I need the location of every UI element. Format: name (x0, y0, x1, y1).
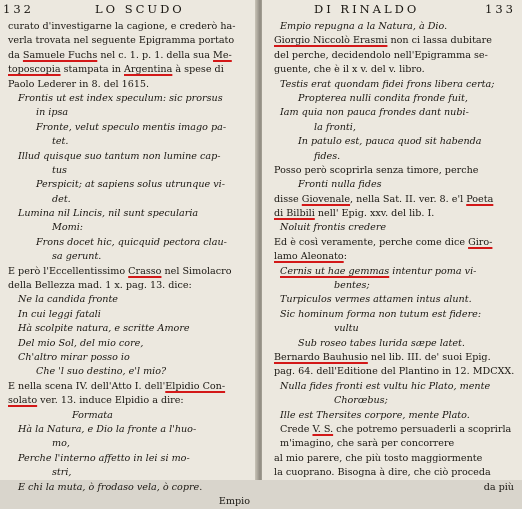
text-line: Noluit frontis credere (280, 222, 387, 234)
text-line: Posso però scoprirla senza timore, perche (274, 164, 479, 176)
text-line: Nulla fides fronti est vultu hic Plato, mente (280, 380, 491, 392)
running-head: LO SCUDO (95, 2, 185, 16)
text-line: da Samuele Fuchs nel c. 1. p. 1. della sua Me- (8, 49, 232, 61)
highlighted-name: Giovenale (301, 193, 351, 205)
page-number: 133 (485, 2, 516, 16)
text-line: al mio parere, che più tosto maggiormente (274, 452, 483, 464)
text-line: Hà la Natura, e Dio la fronte a l'huo- (18, 423, 197, 435)
text-line: vultu (334, 323, 359, 335)
text-line: Turpiculos vermes attamen intus alunt. (280, 294, 472, 306)
text-line: la fronti, (314, 121, 356, 133)
text-line: Hà scolpite natura, e scritte Amore (18, 323, 190, 335)
right-page-header (262, 0, 522, 18)
text-line: bentes; (334, 280, 370, 292)
text-line: tet. (52, 136, 69, 148)
text-line: Bernardo Bauhusio nel lib. III. de' suoi Epig. (274, 351, 491, 363)
text-line: Crede V. S. che potremo persuaderli a scoprirla (280, 423, 512, 435)
text-line: della Bellezza mad. 1 x. pag. 13. dice: (8, 280, 192, 292)
text-line: Ch'altro mirar posso io (18, 351, 130, 363)
text-line: Chorœbus; (334, 395, 388, 407)
highlighted-name: Cernis ut hae gemmas (280, 265, 390, 277)
text-line: solato ver. 13. induce Elpidio a dire: (8, 395, 184, 407)
text-line: verla trovata nel seguente Epigramma portato (8, 35, 235, 47)
text-line: Giorgio Niccolò Erasmi non ci lassa dubitare (274, 35, 492, 47)
text-line: E nella scena IV. dell'Atto I. dell'Elpidio Con- (8, 380, 226, 392)
right-page-text (262, 20, 522, 495)
highlighted-name: di Bilbili (274, 208, 315, 220)
text-line: stri, (52, 467, 72, 479)
text-line: Fronte, velut speculo mentis imago pa- (36, 121, 227, 133)
text-line: mo, (52, 438, 70, 450)
text-line: Ne la candida fronte (18, 294, 118, 306)
text-line: Illud quisque suo tantum non lumine cap- (18, 150, 221, 162)
highlighted-name: toposcopia (8, 64, 61, 76)
text-line: m'imagino, che sarà per concorrere (280, 438, 455, 450)
text-line: E però l'Eccellentissimo Crasso nel Simolacro (8, 265, 232, 277)
text-line: fides. (314, 150, 341, 162)
text-line: Empio (218, 495, 250, 507)
text-line: Sic hominum forma non tutum est fidere: (280, 308, 482, 320)
text-line: Lumina nil Lincis, nil sunt specularia (18, 208, 199, 220)
text-line: det. (52, 193, 71, 205)
text-line: Frontis ut est index speculum: sic prorsus (18, 92, 223, 104)
text-line: Testis erat quondam fidei frons libera certa; (280, 78, 495, 90)
text-line: In cui leggi fatali (18, 308, 101, 320)
text-line: Cernis ut hae gemmas intentur poma vi- (280, 265, 477, 277)
text-line: pag. 64. dell'Editione del Plantino in 12. MDCXX. (274, 366, 515, 378)
text-line: lamo Aleonato: (274, 251, 347, 263)
highlighted-name: V. S. (312, 423, 334, 435)
highlighted-name: Argentina (124, 64, 173, 76)
text-line: In patulo est, pauca quod sit habenda (298, 136, 482, 148)
text-line: Che 'l suo destino, e'l mio? (36, 366, 167, 378)
text-line: Frons docet hic, quicquid pectora clau- (36, 236, 227, 248)
text-line: Iam quia non pauca frondes dant nubi- (280, 107, 469, 119)
text-line: disse Giovenale, nella Sat. II. ver. 8. e'l Poeta (274, 193, 494, 205)
text-line: E chi la muta, ò frodaso vela, ò copre. (18, 481, 203, 493)
page-number: 132 (3, 2, 34, 16)
text-line: Empio repugna a la Natura, à Dio. (280, 21, 448, 32)
text-line: Ed è così veramente, perche come dice Giro- (274, 236, 493, 248)
text-line: Momi: (52, 222, 83, 234)
highlighted-name: Me- (213, 49, 232, 61)
text-line: Propterea nulli condita fronde fuit, (298, 92, 468, 104)
left-page-header (0, 0, 258, 18)
highlighted-name: Bernardo Bauhusio (274, 351, 368, 363)
text-line: tus (52, 164, 67, 176)
text-line: Fronti nulla fides (298, 179, 382, 191)
text-line: la cuoprano. Bisogna à dire, che ciò proceda (274, 467, 491, 479)
highlighted-name: Giro- (468, 236, 493, 248)
text-line: curato d'investigarne la cagione, e crederò ha- (8, 21, 236, 32)
highlighted-name: solato (8, 395, 38, 407)
text-line: toposcopia stampata in Argentina à spese di (8, 64, 224, 76)
text-line: Ille est Thersites corpore, mente Plato. (280, 409, 470, 421)
text-line: Formata (72, 409, 113, 421)
text-line: Paolo Lederer in 8. del 1615. (8, 78, 150, 90)
text-line: sa gerunt. (52, 251, 102, 263)
left-page-text (0, 20, 258, 509)
text-line: di Bilbili nell' Epig. xxv. del lib. I. (274, 208, 435, 220)
text-line: Del mio Sol, del mio core, (18, 337, 144, 349)
highlighted-name: Poeta (466, 193, 494, 205)
text-line: Perche l'interno affetto in lei si mo- (18, 452, 190, 464)
text-line: Perspicit; at sapiens solus utrunque vi- (36, 179, 225, 191)
highlighted-name: lamo Aleonato (274, 251, 344, 263)
highlighted-name: Giorgio Niccolò Erasmi (274, 35, 388, 47)
text-line: Sub roseo tabes lurida sæpe latet. (298, 337, 465, 349)
text-line: da più (483, 481, 514, 493)
highlighted-name: Crasso (128, 265, 162, 277)
text-line: in ipsa (36, 107, 69, 119)
highlighted-name: Samuele Fuchs (22, 49, 98, 61)
right-page (262, 0, 522, 493)
left-page (0, 0, 258, 507)
highlighted-name: Elpidio Con- (165, 380, 226, 392)
text-line: guente, che è il x v. del v. libro. (274, 64, 425, 76)
text-line: del perche, decidendolo nell'Epigramma se- (274, 49, 488, 61)
running-head: DI RINALDO (314, 2, 420, 16)
